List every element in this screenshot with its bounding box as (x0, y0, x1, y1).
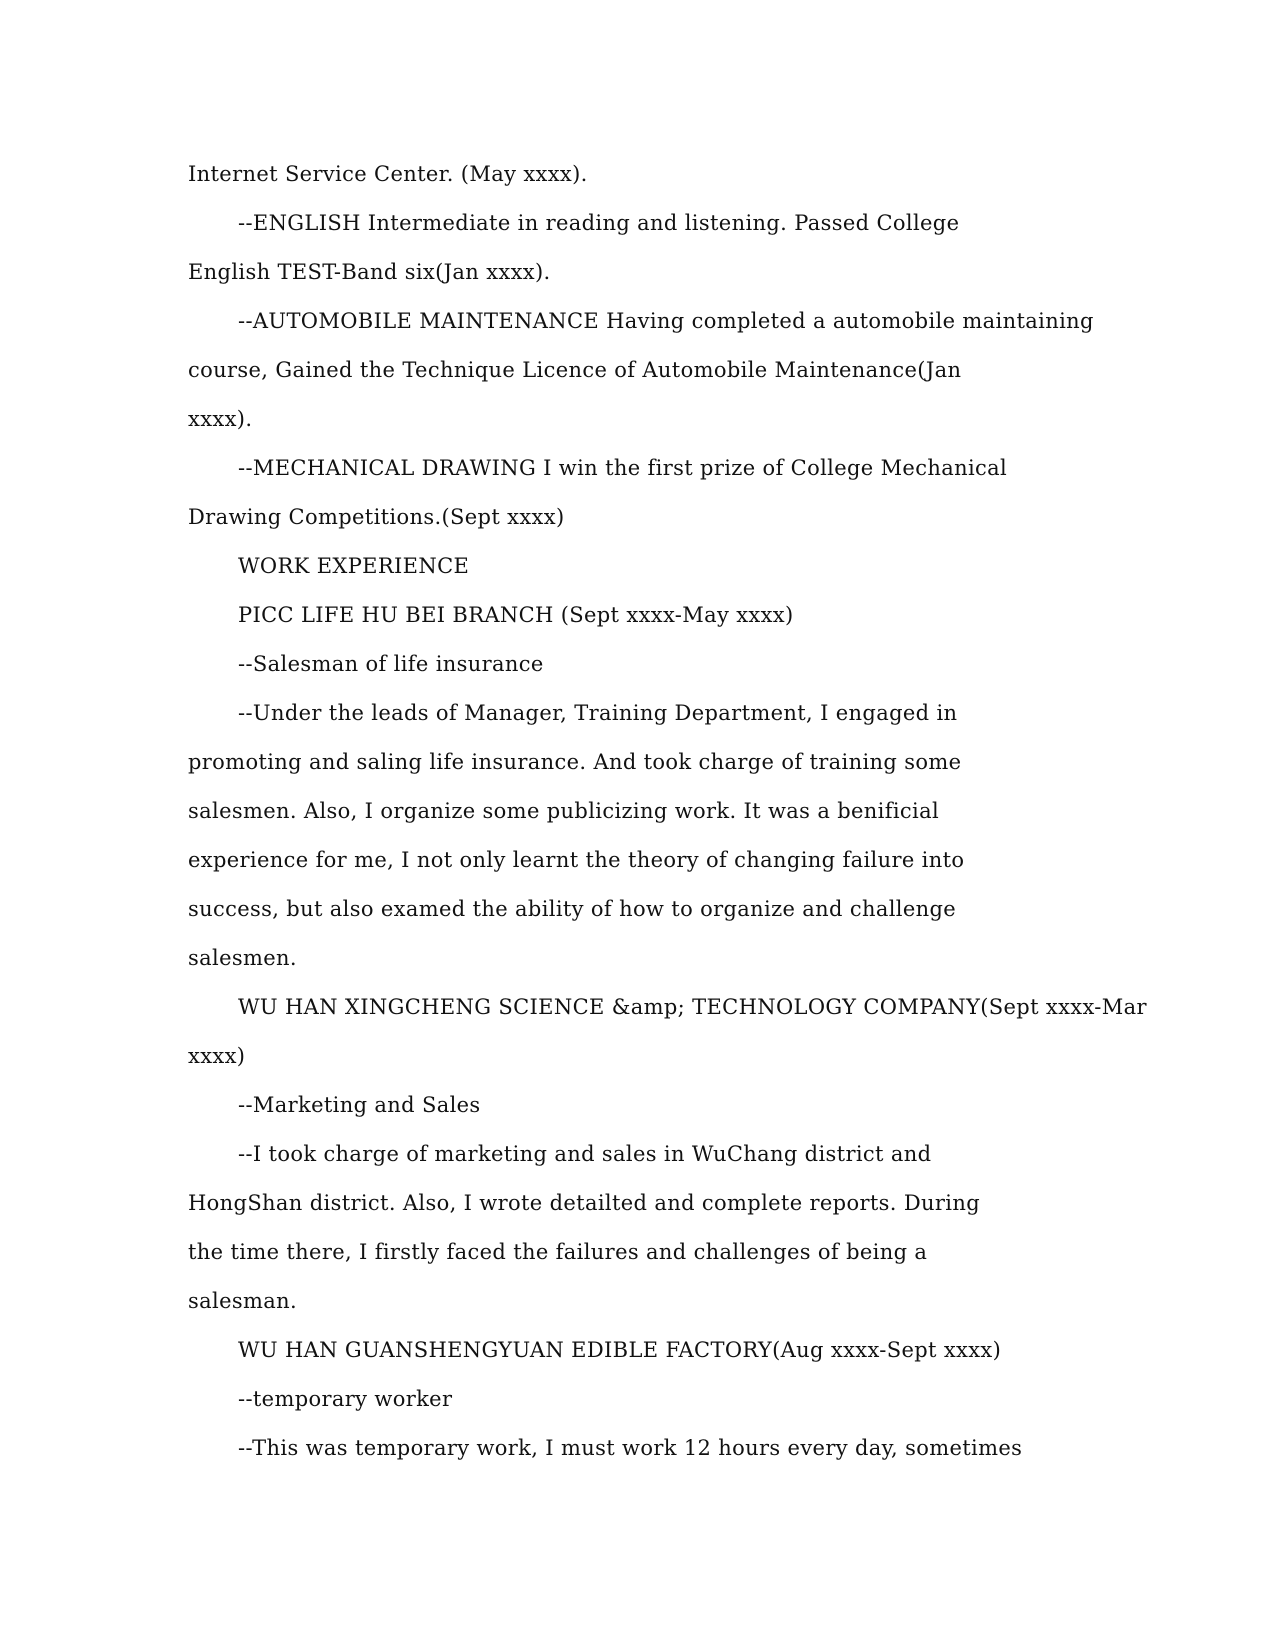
job-title: --temporary worker (238, 1387, 453, 1411)
text-line: salesmen. (188, 946, 297, 970)
text-line: --I took charge of marketing and sales in WuChang district and (238, 1142, 932, 1166)
text-line: salesman. (188, 1289, 298, 1313)
employer-heading: WU HAN XINGCHENG SCIENCE &amp; TECHNOLOGY COMPANY(Sept xxxx-Mar (238, 995, 1147, 1019)
text-line: HongShan district. Also, I wrote detailted and complete reports. During (188, 1191, 981, 1215)
text-line: promoting and saling life insurance. And took charge of training some (188, 750, 962, 774)
job-title: --Salesman of life insurance (238, 652, 544, 676)
text-line: the time there, I firstly faced the failures and challenges of being a (188, 1240, 928, 1264)
job-title: --Marketing and Sales (238, 1093, 481, 1117)
employer-heading: PICC LIFE HU BEI BRANCH (Sept xxxx-May xxxx) (238, 603, 794, 627)
employer-heading: WU HAN GUANSHENGYUAN EDIBLE FACTORY(Aug xxxx-Sept xxxx) (238, 1338, 1002, 1362)
text-line: salesmen. Also, I organize some publicizing work. It was a benificial (188, 799, 940, 823)
resume-body-text (188, 150, 1147, 1473)
text-line: --ENGLISH Intermediate in reading and listening. Passed College (238, 211, 960, 235)
text-line: course, Gained the Technique Licence of Automobile Maintenance(Jan (188, 358, 962, 382)
text-line: --This was temporary work, I must work 12 hours every day, sometimes (238, 1436, 1023, 1460)
section-heading: WORK EXPERIENCE (238, 554, 470, 578)
text-line: experience for me, I not only learnt the theory of changing failure into (188, 848, 965, 872)
text-line: --AUTOMOBILE MAINTENANCE Having completed a automobile maintaining (238, 309, 1094, 333)
text-line: English TEST-Band six(Jan xxxx). (188, 260, 551, 284)
text-line: xxxx) (188, 1044, 246, 1068)
text-line: success, but also examed the ability of how to organize and challenge (188, 897, 957, 921)
text-line: --Under the leads of Manager, Training Department, I engaged in (238, 701, 958, 725)
text-line: xxxx). (188, 407, 253, 431)
text-line: Drawing Competitions.(Sept xxxx) (188, 505, 565, 529)
text-line: Internet Service Center. (May xxxx). (188, 162, 588, 186)
text-line: --MECHANICAL DRAWING I win the first prize of College Mechanical (238, 456, 1008, 480)
